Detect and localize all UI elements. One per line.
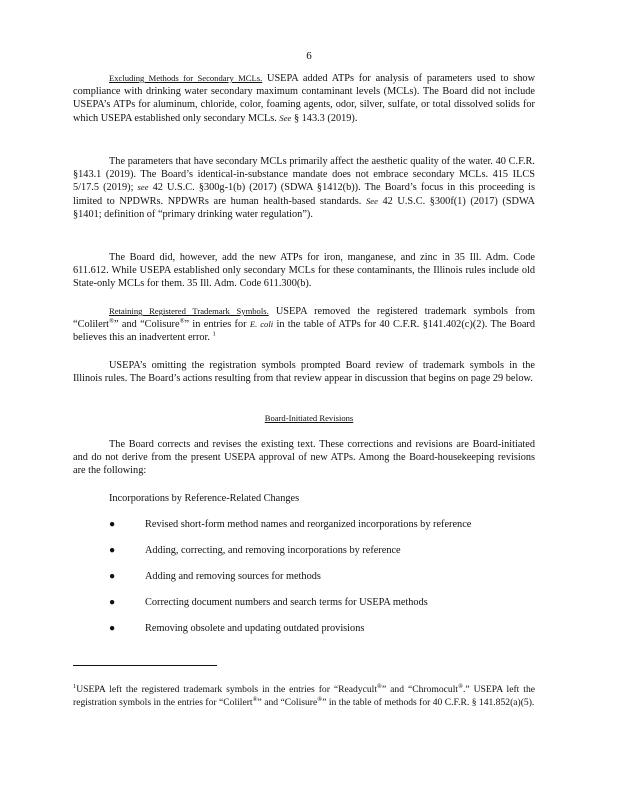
secondary-mcls-heading: Excluding Methods for Secondary MCLs. — [109, 73, 263, 83]
parameters-paragraph — [73, 155, 535, 221]
footnote-text-5: ” in the table of methods for 40 C.F.R. § 141.852(a)(5). — [322, 696, 535, 708]
registered-mark: ® — [458, 682, 464, 690]
secondary-mcls-cite: § 143.3 (2019). — [293, 112, 358, 124]
footnote-text-1: USEPA left the registered trademark symbols in the entries for “Readycult — [76, 684, 377, 695]
trademark-text-4: in the table of ATPs for 40 C.F.R. §141.402(c)(2). The Board believes this an inadvertent error. — [73, 319, 535, 344]
see-signal: See — [365, 195, 378, 206]
parameters-text-2: 42 U.S.C. §300g-1(b) (2017) (SDWA §1412(b)). The Board’s focus in this proceeding is limited to NPDWRs. NPDWRs are human health-based standards. — [73, 182, 535, 207]
bullet-icon: ● — [109, 571, 116, 582]
list-item-text: Revised short-form method names and reorganized incorporations by reference — [145, 519, 472, 530]
secondary-mcls-body: USEPA added ATPs for analysis of parameters used to show compliance with drinking water secondary maximum contaminant levels (MCLs). The Board did not include USEPA’s ATPs for aluminum, chloride, color, foaming agents, odor, silver, sulfate, or total dissolved solids for which USEPA established only secondary MCLs. — [73, 73, 536, 124]
board-added-paragraph: The Board did, however, add the new ATPs for iron, manganese, and zinc in 35 Ill. Adm. Code 611.612. While USEPA established only secondary MCLs for these contaminants, the Illinois rules include old State-only MCLs for them. 35 Ill. Adm. Code 611.300(b). — [73, 252, 535, 290]
footnote-text-2: ” and “Chromocult — [381, 684, 459, 695]
list-item-text: Removing obsolete and updating outdated provisions — [145, 623, 365, 634]
bullet-icon: ● — [109, 597, 116, 608]
page-number: 6 — [306, 50, 312, 62]
bullet-icon: ● — [109, 623, 116, 634]
footnote-text-4: ” and “Colisure — [257, 696, 318, 708]
list-item-text: Adding and removing sources for methods — [145, 571, 321, 582]
footnote-number: 1 — [73, 682, 77, 690]
footnote-reference[interactable]: 1 — [212, 330, 216, 338]
registered-mark: ® — [252, 695, 258, 703]
list-item-text: Correcting document numbers and search terms for USEPA methods — [145, 597, 428, 608]
see-signal: see — [137, 182, 149, 193]
see-signal: See — [279, 112, 292, 123]
trademark-text-2: ” and “Colisure — [113, 319, 180, 331]
board-initiated-heading: Board-Initiated Revisions — [264, 413, 354, 423]
bullet-icon: ● — [109, 545, 116, 556]
footnote-separator — [73, 665, 217, 666]
parameters-text-1: The parameters that have secondary MCLs primarily affect the aesthetic quality of the water. 40 C.F.R. §143.1 (2019). The Board’s identical-in-substance mandate does not embrace secondary MCLs. 415 ILCS 5/17.5 (2019); — [73, 156, 535, 194]
footnote — [73, 684, 535, 709]
registered-mark: ® — [377, 682, 382, 690]
parameters-text-3: 42 U.S.C. §300f(1) (2017) (SDWA §1401; definition of “primary drinking water regulation”). — [73, 195, 535, 220]
trademark-paragraph — [73, 305, 535, 345]
trademark-text-3: ” in entries for — [184, 319, 247, 331]
omitting-paragraph: USEPA’s omitting the registration symbols prompted Board review of trademark symbols in the Illinois rules. The Board’s actions resulting from that review appear in discussion that begins on page 29 below. — [73, 360, 535, 385]
registered-mark: ® — [109, 317, 114, 325]
ecoli-text: E. coli — [249, 319, 274, 330]
trademark-heading: Retaining Registered Trademark Symbols. — [109, 306, 269, 316]
registered-mark: ® — [179, 317, 185, 325]
incorporations-label: Incorporations by Reference-Related Changes — [109, 493, 300, 504]
footnote-text-3: .” USEPA left the registration symbols in the entries for “Colilert — [73, 684, 535, 708]
registered-mark: ® — [317, 695, 323, 703]
list-item-text: Adding, correcting, and removing incorporations by reference — [145, 545, 401, 556]
bullet-icon: ● — [109, 519, 116, 530]
trademark-text-1: USEPA removed the registered trademark symbols from “Colilert — [73, 306, 535, 331]
board-initiated-paragraph: The Board corrects and revises the existing text. These corrections and revisions are Board-initiated and do not derive from the present USEPA approval of new ATPs. Among the Board-housekeeping revisions are the following: — [73, 439, 535, 477]
secondary-mcls-paragraph — [73, 72, 535, 125]
